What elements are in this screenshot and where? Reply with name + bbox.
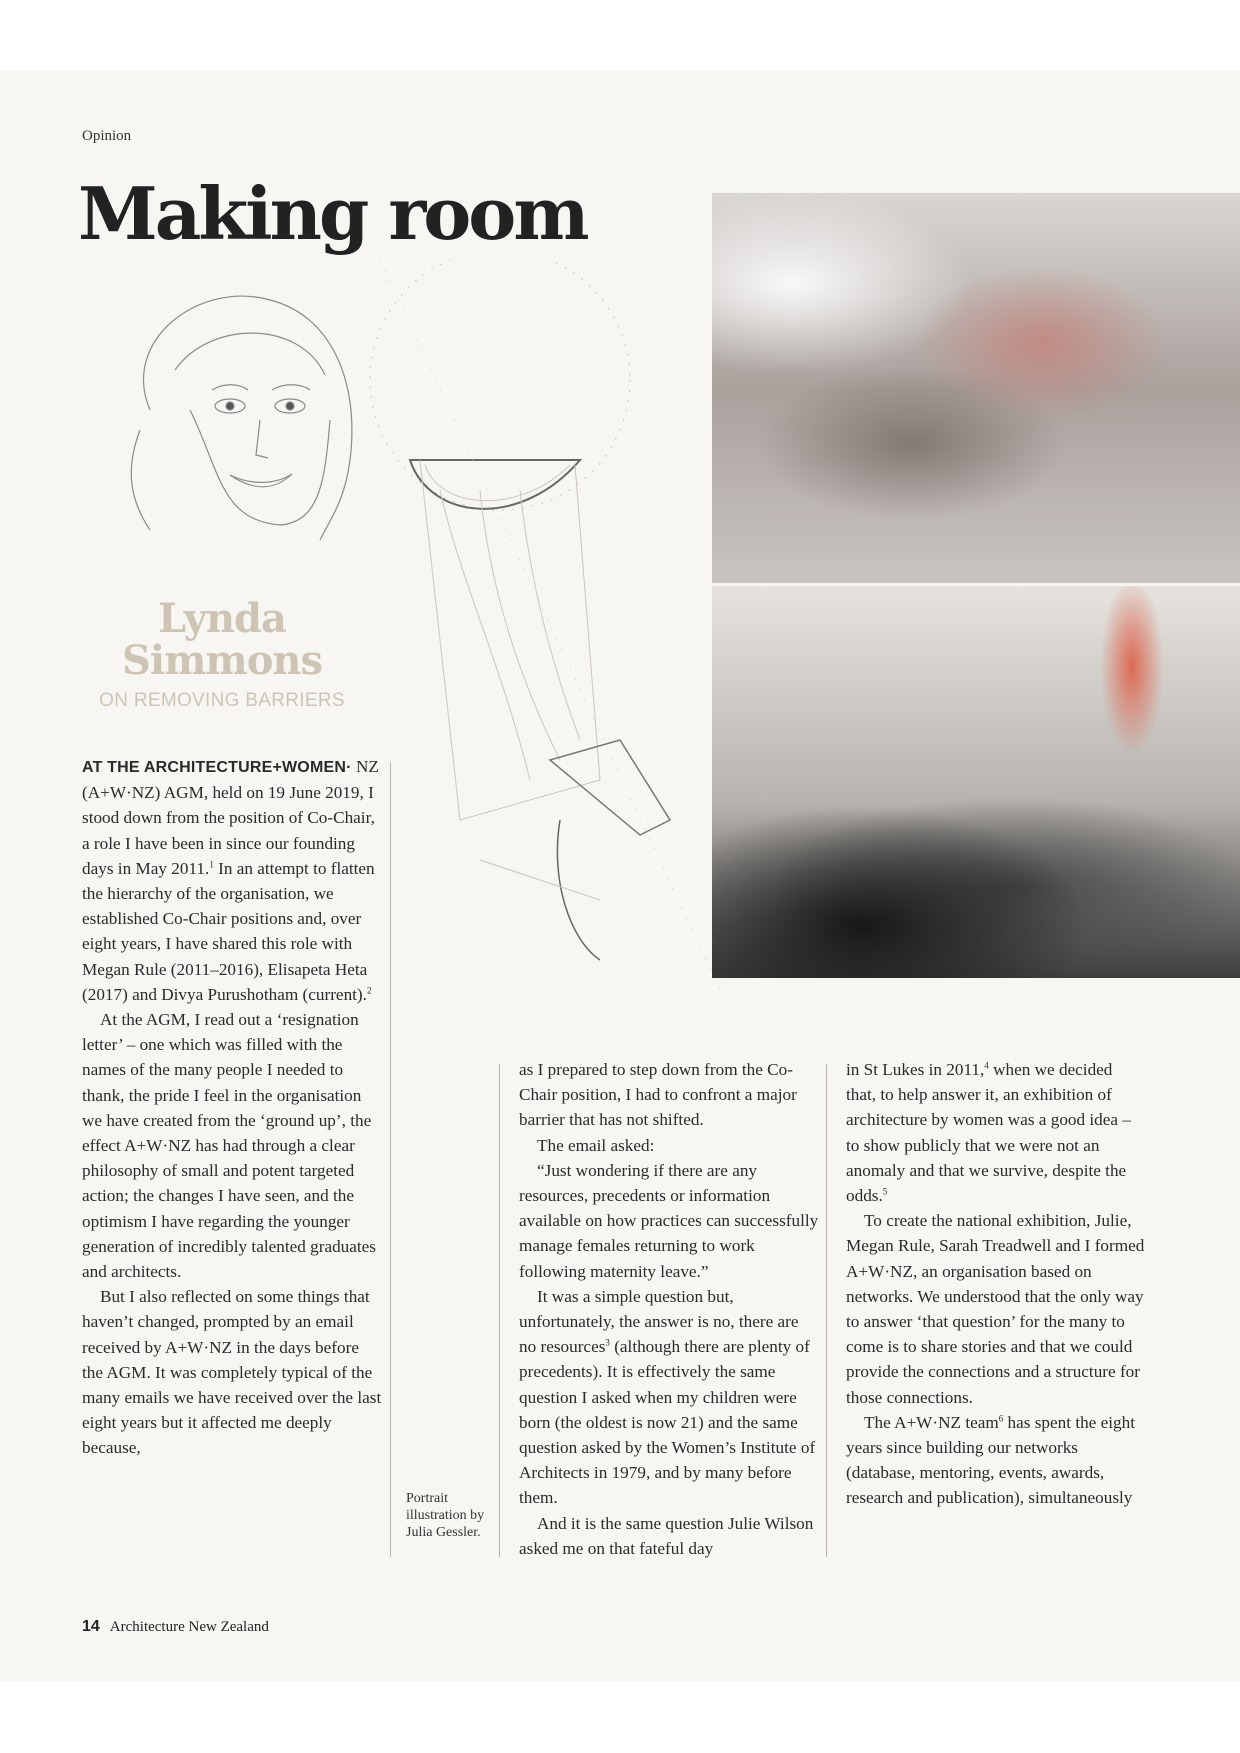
footnote-ref: 1 xyxy=(209,859,214,870)
author-last-name: Simmons xyxy=(121,637,322,684)
architectural-sketch-icon xyxy=(370,260,720,990)
article-subtitle: ON REMOVING BARRIERS xyxy=(99,690,345,711)
illustration-caption: Portrait illustration by Julia Gessler. xyxy=(406,1491,485,1540)
lead-in: AT THE ARCHITECTURE+WOMEN· xyxy=(82,759,352,776)
column-divider xyxy=(826,1064,827,1557)
footnote-ref: 4 xyxy=(984,1060,989,1071)
paragraph: “Just wondering if there are any resources, precedents or information available on how practices can successfully manage females returning to work following maternity leave.” xyxy=(519,1160,819,1281)
column-divider xyxy=(499,1064,500,1557)
article-column-3 xyxy=(846,1057,1146,1511)
paragraph: And it is the same question Julie Wilson asked me on that fateful day xyxy=(519,1513,814,1558)
paragraph: At the AGM, I read out a ‘resignation letter’ – one which was filled with the names of the many people I needed to thank, the pride I feel in the organisation we have created from the ‘ground up’, the effect A+W·NZ has had through a clear philosophy of small and potent targeted action; the changes I have seen, and the optimism I have regarding the younger generation of incredibly talented graduates and architects. xyxy=(82,1010,376,1282)
footnote-ref: 2 xyxy=(366,985,372,996)
paragraph: It was a simple question but, unfortunately, the answer is no, there are no resources$^3$ (although there are plenty of precedents). It is effectively the same question I asked when my children were born (the oldest is now 21) and the same question asked by the Women’s Institute of Architects in 1979, and by many before them. xyxy=(519,1286,816,1508)
footnote-ref: 5 xyxy=(882,1186,888,1197)
paragraph: To create the national exhibition, Julie, Megan Rule, Sarah Treadwell and I formed A+W·NZ, an organisation based on networks. We understood that the only way to answer ‘that question’ for the many to come is to share stories and that we could provide the connections and a structure for those connections. xyxy=(846,1211,1145,1407)
photo-top xyxy=(712,193,1240,583)
paragraph: as I prepared to step down from the Co-Chair position, I had to confront a major barrier that has not shifted. xyxy=(519,1060,797,1130)
paragraph: The A+W·NZ team$^6$ has spent the eight years since building our networks (database, mentoring, events, awards, research and publication), simultaneously xyxy=(846,1412,1135,1508)
page-title: Making room xyxy=(78,171,587,256)
footnote-ref: 3 xyxy=(605,1337,610,1348)
article-column-2 xyxy=(519,1057,819,1561)
author-first-name: Lynda xyxy=(158,595,286,642)
paragraph: in St Lukes in 2011,$^4$ when we decided that, to help answer it, an exhibition of architecture by women was a good idea – to show publicly that we were not an anomaly and that we survive, despite the odds.$^5$ xyxy=(846,1060,1131,1206)
publication-name: Architecture New Zealand xyxy=(109,1619,269,1635)
article-column-1 xyxy=(82,754,382,1461)
paragraph: The email asked: xyxy=(537,1135,655,1155)
paragraph: But I also reflected on some things that haven’t changed, prompted by an email received by A+W·NZ in the days before the AGM. It was completely typical of the many emails we have received over the last eight years but it affected me deeply because, xyxy=(82,1287,382,1458)
page-footer xyxy=(82,1618,269,1636)
paragraph: AT THE ARCHITECTURE+WOMEN· NZ (A+W·NZ) AGM, held on 19 June 2019, I stood down from the position of Co-Chair, a role I have been in since our founding days in May 2011.$^1$ In an attempt to flatten the hierarchy of the organisation, we established Co-Chair positions and, over eight years, I have shared this role with Megan Rule (2011–2016), Elisapeta Heta (2017) and Divya Purushotham (current).$^2$ xyxy=(82,757,379,1004)
footnote-ref: 6 xyxy=(998,1413,1004,1424)
portrait-sketch xyxy=(131,296,352,540)
section-label: Opinion xyxy=(82,128,132,144)
page-number: 14 xyxy=(82,1618,100,1635)
author-name xyxy=(82,595,362,684)
photo-bottom xyxy=(712,586,1240,978)
column-divider xyxy=(390,762,391,1557)
